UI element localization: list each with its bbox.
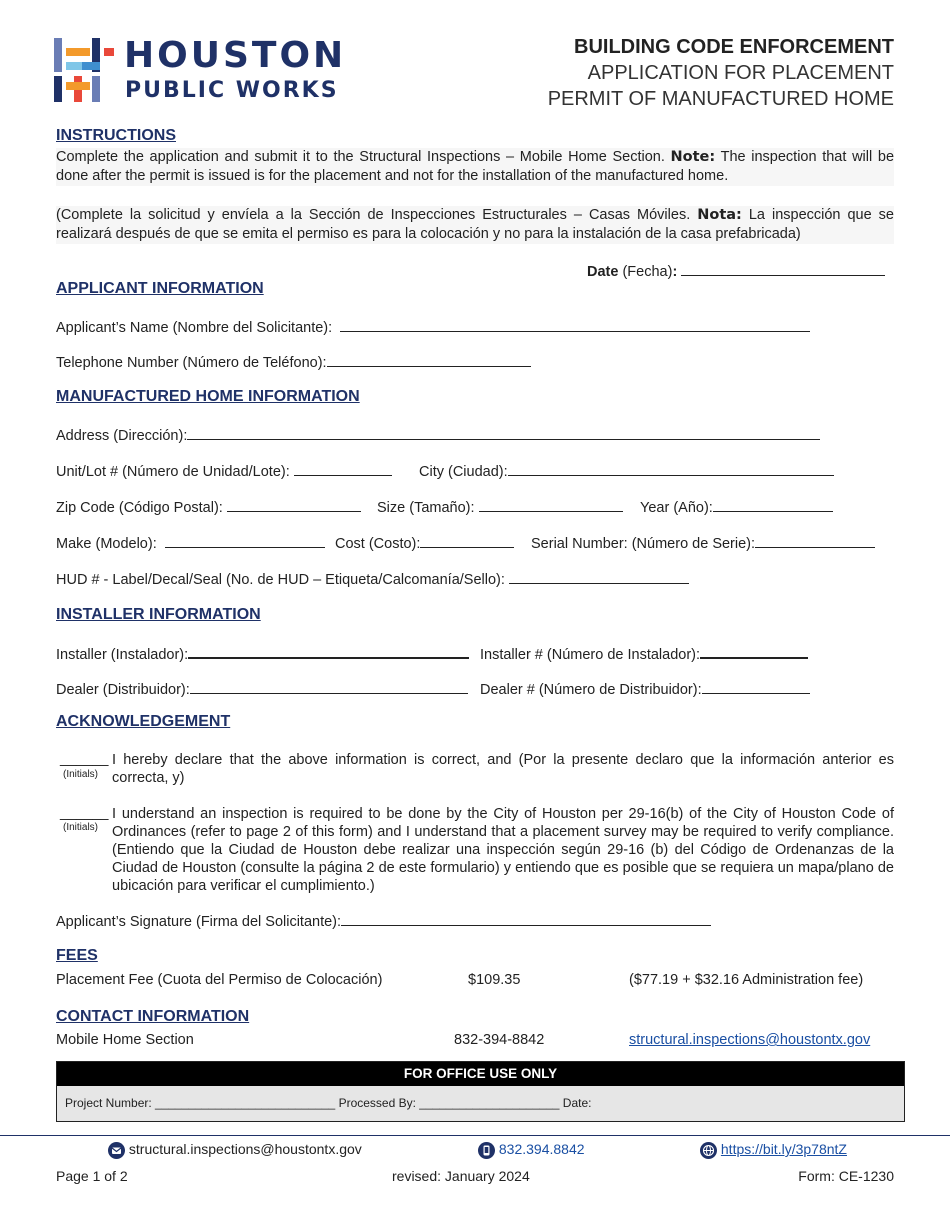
note-label: Note: — [670, 149, 716, 165]
unit-label: Unit/Lot # (Número de Unidad/Lote): — [56, 464, 290, 480]
unit-field[interactable] — [56, 461, 392, 480]
dealer-field[interactable] — [56, 679, 468, 698]
instructions-english — [56, 148, 894, 186]
footer-email[interactable] — [108, 1141, 362, 1159]
make-line[interactable] — [165, 533, 325, 548]
signature-field[interactable] — [56, 911, 711, 930]
hud-field[interactable] — [56, 569, 689, 588]
footer-url[interactable] — [700, 1141, 847, 1159]
instructions-en-text: Complete the application and submit it to the Structural Inspections – Mobile Home Section. — [56, 149, 671, 165]
page-number: Page 1 of 2 — [56, 1168, 128, 1184]
revision-date: revised: January 2024 — [392, 1168, 530, 1184]
placement-fee-breakdown: ($77.19 + $32.16 Administration fee) — [629, 972, 864, 988]
office-use-fields — [57, 1086, 904, 1121]
city-label: City (Ciudad): — [419, 464, 508, 480]
contact-email-link[interactable]: structural.inspections@houstontx.gov — [629, 1032, 871, 1048]
hud-label: HUD # - Label/Decal/Seal (No. de HUD – Etiqueta/Calcomanía/Sello): — [56, 572, 505, 588]
houston-logo-mark-icon — [54, 38, 114, 102]
cost-line[interactable] — [420, 533, 514, 548]
form-title-line1: APPLICATION FOR PLACEMENT — [587, 62, 894, 84]
email-icon — [108, 1142, 125, 1159]
office-use-box — [56, 1061, 905, 1122]
department-title: BUILDING CODE ENFORCEMENT — [574, 36, 894, 58]
office-date-field[interactable]: Date: — [562, 1096, 592, 1110]
hud-line[interactable] — [509, 569, 689, 584]
placement-fee-label: Placement Fee (Cuota del Permiso de Colocación) — [56, 972, 383, 988]
form-title-line2: PERMIT OF MANUFACTURED HOME — [547, 88, 894, 110]
initials-label-1: (Initials) — [63, 769, 99, 780]
date-label: Date — [587, 264, 619, 280]
dealer-line[interactable] — [190, 679, 468, 694]
initials-label-2: (Initials) — [63, 822, 99, 833]
logo-houston-text: HOUSTON — [124, 35, 347, 76]
installer-line[interactable] — [188, 643, 469, 659]
serial-line[interactable] — [755, 533, 875, 548]
size-label: Size (Tamaño): — [377, 500, 475, 516]
dealer-number-line[interactable] — [702, 679, 810, 694]
city-line[interactable] — [508, 461, 834, 476]
make-field[interactable] — [56, 533, 325, 552]
instructions-spanish — [56, 206, 894, 244]
footer-email-text: structural.inspections@houstontx.gov — [128, 1141, 362, 1157]
initials-blank-2[interactable]: ______ — [60, 805, 109, 821]
footer-url-link[interactable]: https://bit.ly/3p78ntZ — [720, 1141, 847, 1157]
year-label: Year (Año): — [640, 500, 713, 516]
applicant-name-field[interactable] — [56, 317, 810, 336]
installer-number-label: Installer # (Número de Instalador): — [480, 647, 701, 663]
address-line[interactable] — [187, 425, 820, 440]
date-field[interactable] — [587, 261, 885, 280]
phone-icon — [478, 1142, 495, 1159]
contact-heading: CONTACT INFORMATION — [56, 1008, 250, 1025]
date-line[interactable] — [681, 261, 885, 276]
initials-blank-1[interactable]: ______ — [60, 751, 109, 767]
manufactured-home-heading: MANUFACTURED HOME INFORMATION — [56, 388, 360, 405]
zip-label: Zip Code (Código Postal): — [56, 500, 223, 516]
instructions-heading: INSTRUCTIONS — [56, 127, 176, 144]
logo-public-works-text: PUBLIC WORKS — [125, 78, 339, 103]
office-use-heading: FOR OFFICE USE ONLY — [57, 1062, 904, 1086]
telephone-field[interactable] — [56, 352, 531, 371]
city-field[interactable] — [419, 461, 834, 480]
installer-number-line[interactable] — [700, 643, 808, 659]
cost-label: Cost (Costo): — [335, 536, 421, 552]
telephone-line[interactable] — [327, 352, 531, 367]
installer-label: Installer (Instalador): — [56, 647, 189, 663]
telephone-label: Telephone Number (Número de Teléfono): — [56, 355, 327, 371]
serial-field[interactable] — [531, 533, 875, 552]
project-number-field[interactable]: Project Number: ___________________________ — [65, 1096, 336, 1110]
cost-field[interactable] — [335, 533, 514, 552]
signature-line[interactable] — [341, 911, 711, 926]
serial-label: Serial Number: (Número de Serie): — [531, 536, 756, 552]
instructions-en-text-2: The inspection that will be done after the permit is issued is for the placement and not for the installation of the manufactured home. — [56, 149, 895, 184]
date-colon: : — [672, 264, 678, 280]
size-field[interactable] — [377, 497, 623, 516]
instructions-es-text-2: La inspección que se realizará después de que se emita el permiso es para la colocación y no para la instalación de la casa prefabricada) — [56, 207, 894, 242]
signature-label: Applicant’s Signature (Firma del Solicitante): — [56, 914, 342, 930]
processed-by-field[interactable]: Processed By: _____________________ — [338, 1096, 560, 1110]
address-label: Address (Dirección): — [56, 428, 188, 444]
date-label-es: (Fecha) — [618, 264, 673, 280]
year-field[interactable] — [640, 497, 833, 516]
footer-phone[interactable] — [478, 1141, 585, 1159]
applicant-heading: APPLICANT INFORMATION — [56, 280, 264, 297]
contact-phone: 832-394-8842 — [454, 1032, 545, 1048]
contact-section: Mobile Home Section — [56, 1032, 194, 1048]
applicant-name-label: Applicant’s Name (Nombre del Solicitante): — [56, 320, 333, 336]
fees-heading: FEES — [56, 947, 98, 964]
globe-icon — [700, 1142, 717, 1159]
dealer-label: Dealer (Distribuidor): — [56, 682, 190, 698]
dealer-number-label: Dealer # (Número de Distribuidor): — [480, 682, 702, 698]
form-number: Form: CE-1230 — [798, 1168, 894, 1184]
acknowledgement-item-2: I understand an inspection is required to be done by the City of Houston per 29-16(b) of the City of Houston Code of Ordinances (refer to page 2 of this form) and I understand that a placement survey may be required to verify compliance. (Entiendo que la Ciudad de Houston debe realizar una inspección según 29-16 (b) del Código de Ordenanzas de la Ciudad de Houston (consulte la página 2 de este formulario) y entiendo que es posible que se requiera un mapa/plano de ubicación para verificar el cumplimiento.) — [112, 806, 894, 894]
size-line[interactable] — [479, 497, 623, 512]
zip-line[interactable] — [227, 497, 361, 512]
dealer-number-field[interactable] — [480, 679, 810, 698]
year-line[interactable] — [713, 497, 833, 512]
address-field[interactable] — [56, 425, 820, 444]
placement-fee-amount: $109.35 — [468, 972, 521, 988]
footer-divider — [0, 1135, 950, 1136]
instructions-es-text: (Complete la solicitud y envíela a la Sección de Inspecciones Estructurales – Casas Móviles. — [56, 207, 698, 223]
applicant-name-line[interactable] — [340, 317, 810, 332]
form-header — [474, 34, 894, 112]
acknowledgement-heading: ACKNOWLEDGEMENT — [56, 713, 231, 730]
installer-heading: INSTALLER INFORMATION — [56, 606, 261, 623]
make-label: Make (Modelo): — [56, 536, 157, 552]
logo — [54, 35, 374, 104]
zip-field[interactable] — [56, 497, 361, 516]
footer-phone-text: 832.394.8842 — [498, 1141, 585, 1157]
nota-label: Nota: — [697, 207, 742, 223]
acknowledgement-item-1: I hereby declare that the above information is correct, and (Por la presente declaro que la información anterior es correcta, y) — [112, 752, 894, 786]
installer-field[interactable] — [56, 643, 469, 663]
installer-number-field[interactable] — [480, 643, 808, 663]
unit-line[interactable] — [294, 461, 392, 476]
